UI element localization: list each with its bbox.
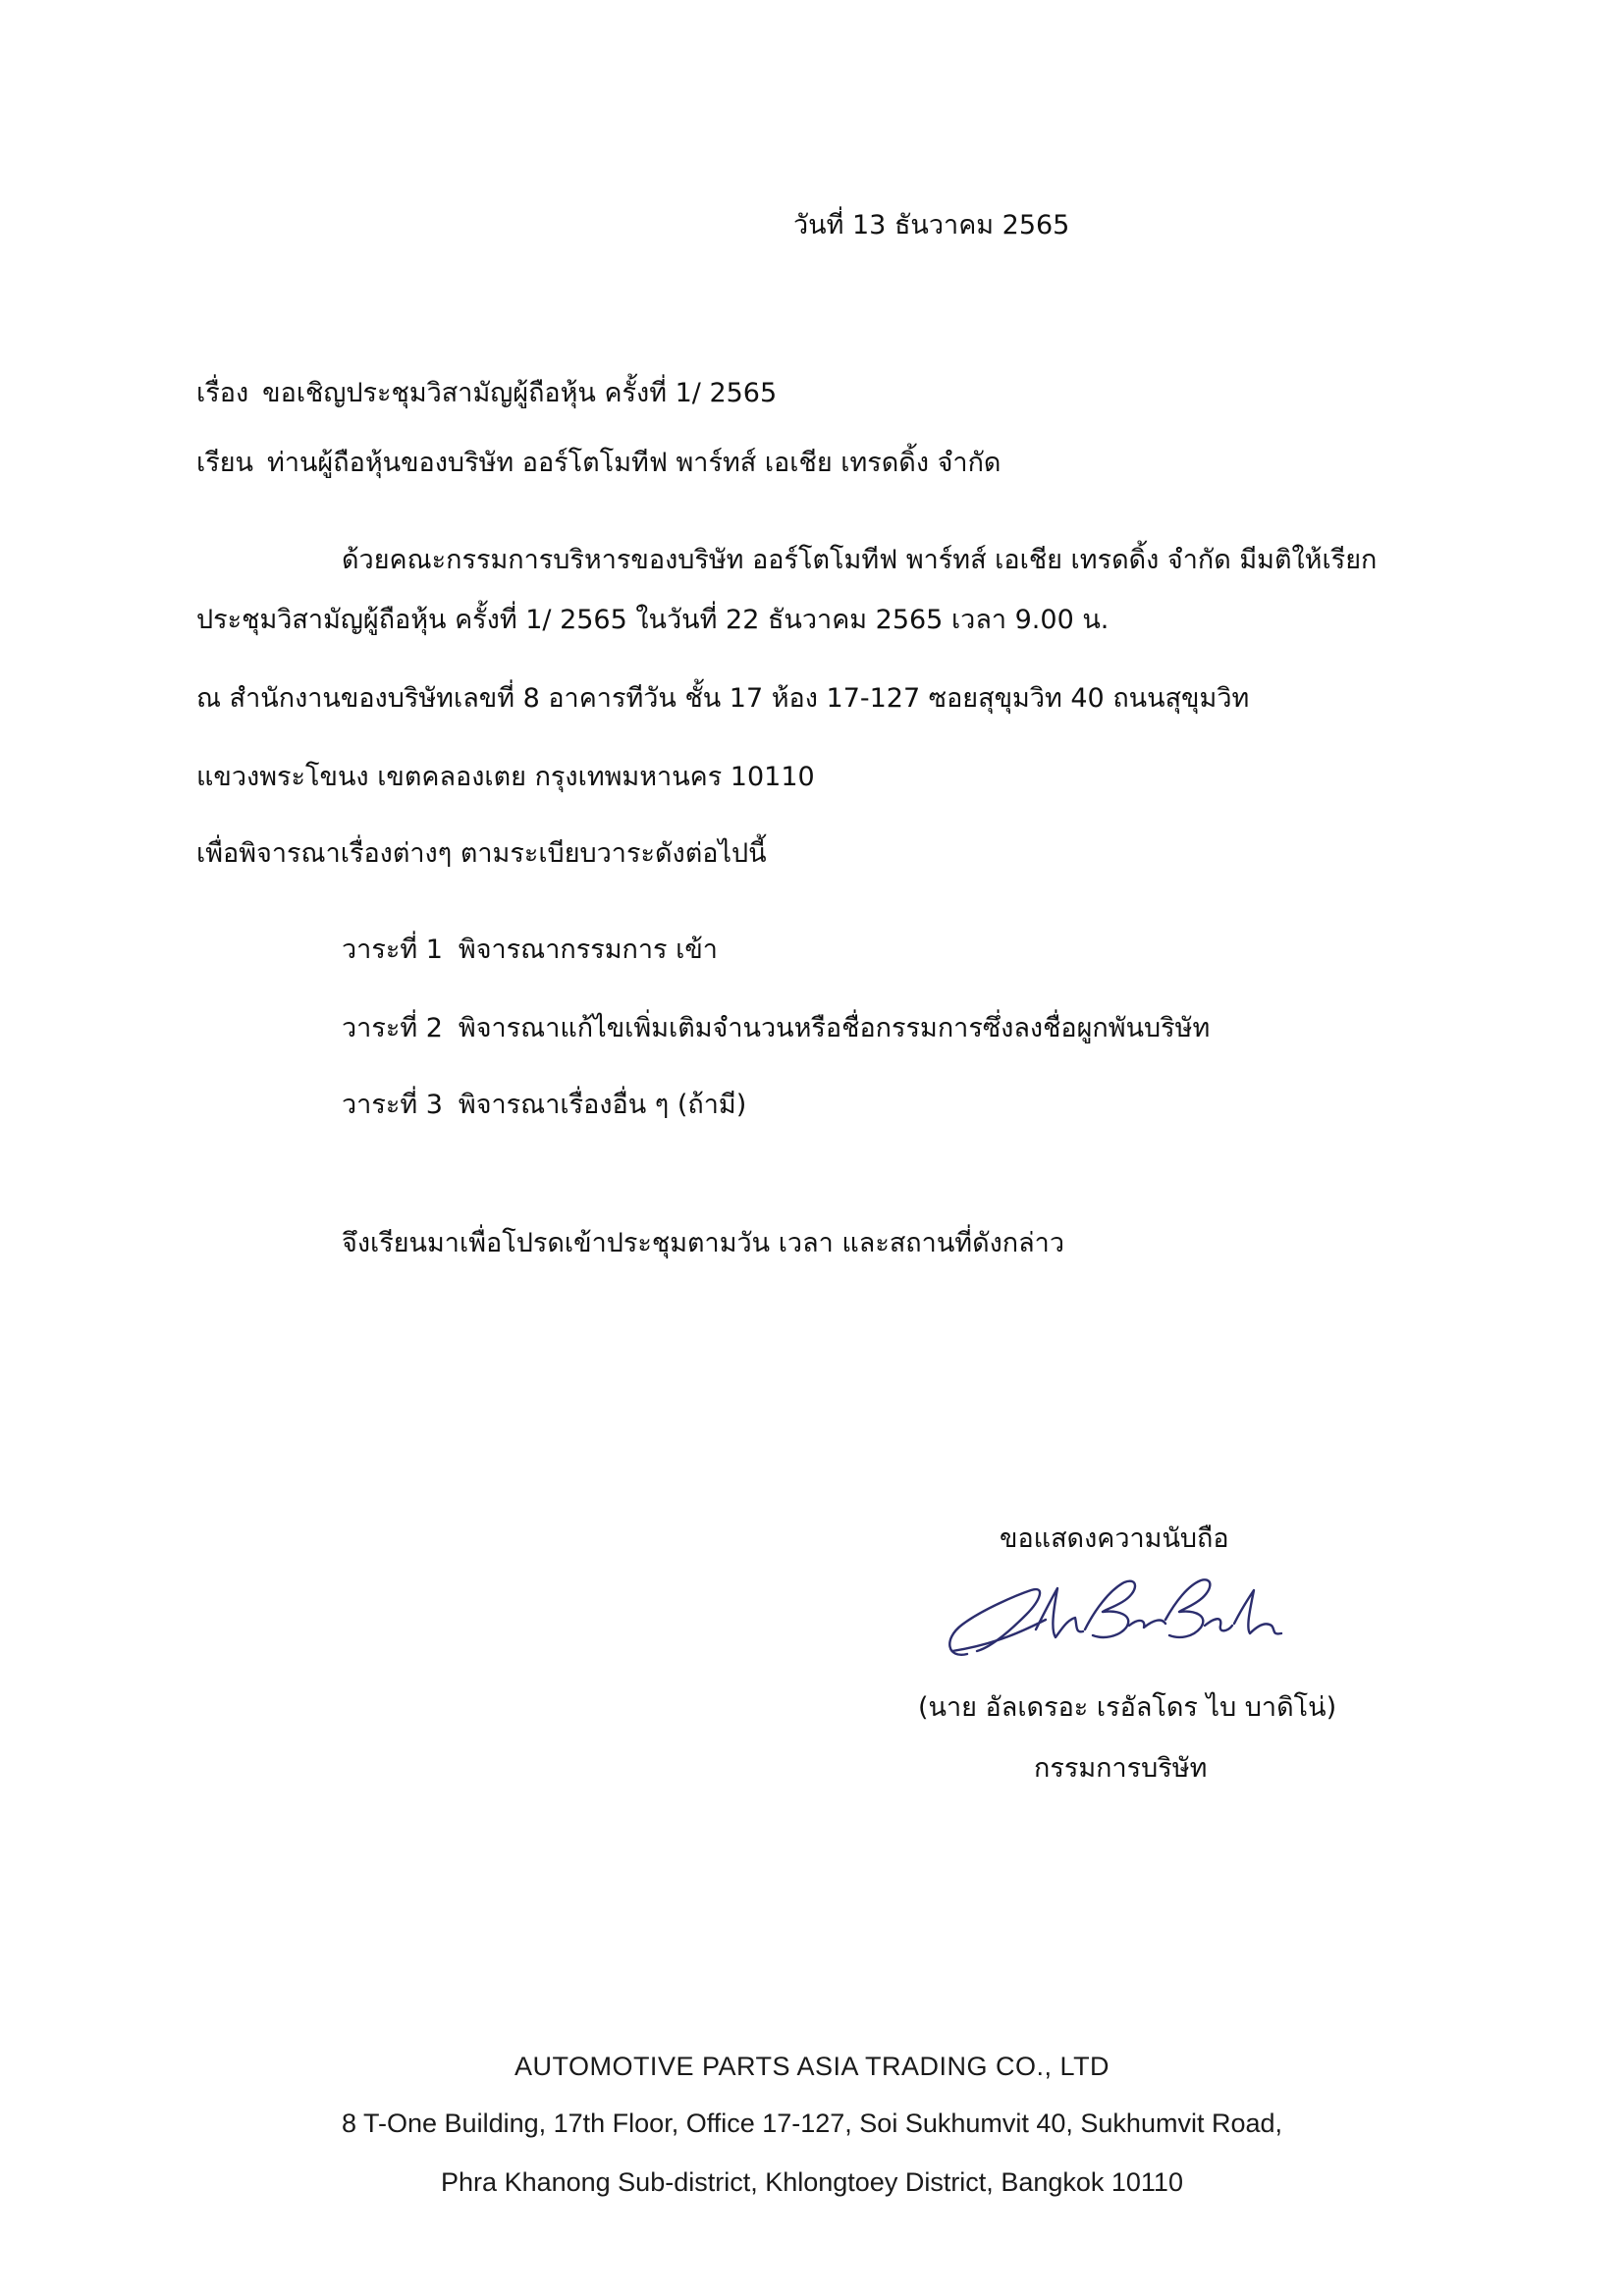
agenda-text: พิจารณาเรื่องอื่น ๆ (ถ้ามี) xyxy=(458,1090,747,1120)
recipient-label: เรียน xyxy=(196,448,254,478)
agenda-item xyxy=(342,933,718,968)
body-paragraph-line: เพื่อพิจารณาเรื่องต่างๆ ตามระเบียบวาระดังต่อไปนี้ xyxy=(196,838,767,869)
subject-label: เรื่อง xyxy=(196,378,249,408)
footer-address-line-1: 8 T-One Building, 17th Floor, Office 17-127, Soi Sukhumvit 40, Sukhumvit Road, xyxy=(341,2109,1283,2138)
body-paragraph-line: แขวงพระโขนง เขตคลองเตย กรุงเทพมหานคร 10110 xyxy=(196,762,815,792)
signer-name: (นาย อัลเดรอะ เรอัลโดร ไบ บาดิโน่) xyxy=(918,1692,1337,1723)
letter-date: วันที่ 13 ธันวาคม 2565 xyxy=(793,210,1070,240)
agenda-label: วาระที่ 2 xyxy=(342,1013,443,1043)
agenda-item xyxy=(342,1088,746,1123)
regards-text: ขอแสดงความนับถือ xyxy=(1000,1523,1229,1554)
subject-text: ขอเชิญประชุมวิสามัญผู้ถือหุ้น ครั้งที่ 1/ 2565 xyxy=(262,378,778,408)
footer-address-line-2: Phra Khanong Sub-district, Khlongtoey District, Bangkok 10110 xyxy=(441,2167,1183,2197)
footer-company-name: AUTOMOTIVE PARTS ASIA TRADING CO., LTD xyxy=(514,2052,1110,2081)
body-paragraph-line: ณ สำนักงานของบริษัทเลขที่ 8 อาคารทีวัน ชั้น 17 ห้อง 17-127 ซอยสุขุมวิท 40 ถนนสุขุมวิท xyxy=(196,683,1250,714)
agenda-item xyxy=(342,1011,1210,1046)
body-paragraph-line: ประชุมวิสามัญผู้ถือหุ้น ครั้งที่ 1/ 2565 ในวันที่ 22 ธันวาคม 2565 เวลา 9.00 น. xyxy=(196,605,1110,635)
signer-title: กรรมการบริษัท xyxy=(1034,1753,1208,1784)
agenda-text: พิจารณาแก้ไขเพิ่มเติมจำนวนหรือชื่อกรรมการซึ่งลงชื่อผูกพันบริษัท xyxy=(458,1013,1211,1043)
handwritten-signature xyxy=(938,1561,1291,1679)
agenda-label: วาระที่ 1 xyxy=(342,934,443,965)
body-paragraph-line: ด้วยคณะกรรมการบริหารของบริษัท ออร์โตโมทีฟ พาร์ทส์ เอเชีย เทรดดิ้ง จำกัด มีมติให้เรียก xyxy=(342,545,1378,575)
agenda-text: พิจารณากรรมการ เข้า xyxy=(458,934,718,965)
agenda-label: วาระที่ 3 xyxy=(342,1090,443,1120)
subject-line xyxy=(196,376,777,411)
recipient-text: ท่านผู้ถือหุ้นของบริษัท ออร์โตโมทีฟ พาร์ทส์ เอเชีย เทรดดิ้ง จำกัด xyxy=(267,448,1001,478)
recipient-line xyxy=(196,446,1001,481)
closing-sentence: จึงเรียนมาเพื่อโปรดเข้าประชุมตามวัน เวลา และสถานที่ดังกล่าว xyxy=(342,1228,1065,1258)
